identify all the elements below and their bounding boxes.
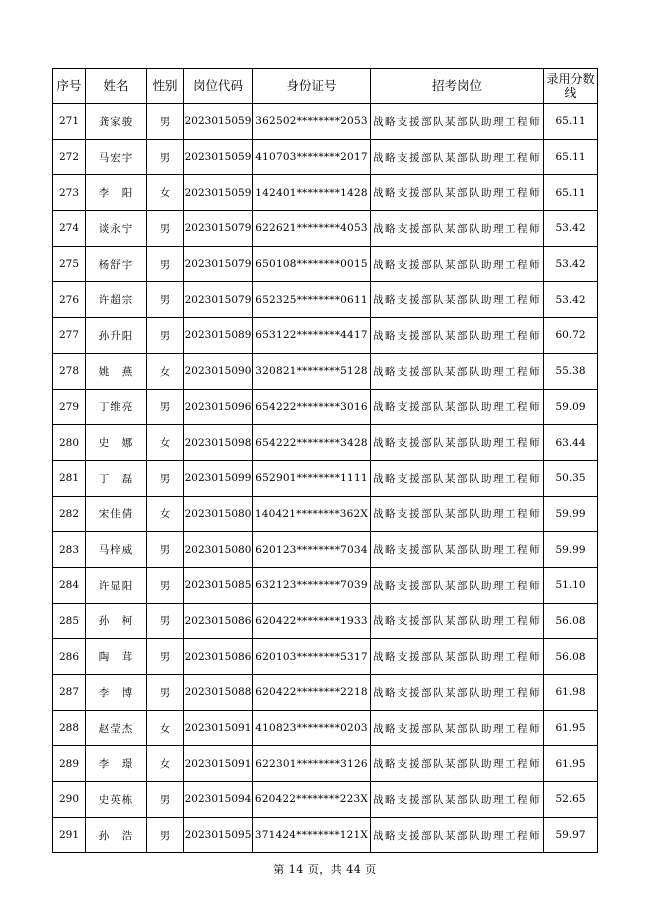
cell-score: 52.65: [544, 782, 598, 818]
cell-score: 63.44: [544, 425, 598, 461]
cell-position: 战略支援部队某部队助理工程师: [371, 139, 544, 175]
cell-post-code: 2023015086: [184, 639, 253, 675]
cell-name: 宋佳倩: [86, 496, 147, 532]
cell-no: 280: [53, 425, 86, 461]
table-row: [53, 318, 598, 354]
cell-name: 李 博: [86, 675, 147, 711]
cell-score: 61.98: [544, 675, 598, 711]
cell-no: 272: [53, 139, 86, 175]
cell-name: 龚家骏: [86, 104, 147, 140]
cell-gender: 男: [147, 246, 184, 282]
table-row: [53, 353, 598, 389]
cell-gender: 男: [147, 782, 184, 818]
cell-score: 59.09: [544, 389, 598, 425]
cell-position: 战略支援部队某部队助理工程师: [371, 782, 544, 818]
cell-position: 战略支援部队某部队助理工程师: [371, 567, 544, 603]
cell-gender: 男: [147, 603, 184, 639]
cell-no: 281: [53, 460, 86, 496]
cell-score: 59.99: [544, 532, 598, 568]
cell-post-code: 2023015094: [184, 782, 253, 818]
cell-post-code: 2023015090: [184, 353, 253, 389]
cell-no: 286: [53, 639, 86, 675]
cell-id-number: 142401********1428: [253, 175, 371, 211]
table-row: [53, 425, 598, 461]
cell-post-code: 2023015059: [184, 139, 253, 175]
cell-score: 53.42: [544, 211, 598, 247]
cell-id-number: 652901********1111: [253, 460, 371, 496]
page-footer: 第 14 页，共 44 页: [273, 863, 377, 876]
cell-id-number: 410703********2017: [253, 139, 371, 175]
cell-gender: 男: [147, 389, 184, 425]
table-row: [53, 246, 598, 282]
cell-no: 271: [53, 104, 86, 140]
table-row: [53, 139, 598, 175]
cell-id-number: 654222********3428: [253, 425, 371, 461]
col-header-name: 姓名: [86, 69, 147, 104]
cell-gender: 男: [147, 104, 184, 140]
cell-score: 61.95: [544, 746, 598, 782]
cell-score: 65.11: [544, 104, 598, 140]
cell-position: 战略支援部队某部队助理工程师: [371, 175, 544, 211]
cell-score: 56.08: [544, 639, 598, 675]
cell-score: 50.35: [544, 460, 598, 496]
cell-id-number: 653122********4417: [253, 318, 371, 354]
cell-name: 史 娜: [86, 425, 147, 461]
cell-score: 53.42: [544, 282, 598, 318]
cell-post-code: 2023015095: [184, 817, 253, 853]
cell-post-code: 2023015096: [184, 389, 253, 425]
cell-gender: 男: [147, 532, 184, 568]
col-header-no: 序号: [53, 69, 86, 104]
cell-gender: 女: [147, 353, 184, 389]
cell-no: 277: [53, 318, 86, 354]
table-row: [53, 746, 598, 782]
cell-id-number: 654222********3016: [253, 389, 371, 425]
cell-no: 275: [53, 246, 86, 282]
cell-name: 孙 浩: [86, 817, 147, 853]
cell-no: 279: [53, 389, 86, 425]
table-row: [53, 675, 598, 711]
table-row: [53, 104, 598, 140]
cell-score: 51.10: [544, 567, 598, 603]
cell-name: 李 阳: [86, 175, 147, 211]
cell-id-number: 622621********4053: [253, 211, 371, 247]
cell-no: 283: [53, 532, 86, 568]
cell-id-number: 620422********1933: [253, 603, 371, 639]
cell-gender: 男: [147, 817, 184, 853]
cell-position: 战略支援部队某部队助理工程师: [371, 496, 544, 532]
cell-name: 史英栋: [86, 782, 147, 818]
cell-gender: 男: [147, 139, 184, 175]
cell-name: 姚 燕: [86, 353, 147, 389]
cell-post-code: 2023015091: [184, 710, 253, 746]
cell-gender: 女: [147, 175, 184, 211]
cell-post-code: 2023015091: [184, 746, 253, 782]
cell-post-code: 2023015089: [184, 318, 253, 354]
cell-score: 60.72: [544, 318, 598, 354]
cell-position: 战略支援部队某部队助理工程师: [371, 211, 544, 247]
results-table-container: [52, 68, 597, 853]
col-header-post-code: 岗位代码: [184, 69, 253, 104]
cell-position: 战略支援部队某部队助理工程师: [371, 710, 544, 746]
cell-position: 战略支援部队某部队助理工程师: [371, 282, 544, 318]
table-row: [53, 603, 598, 639]
cell-name: 许显阳: [86, 567, 147, 603]
cell-position: 战略支援部队某部队助理工程师: [371, 246, 544, 282]
table-row: [53, 460, 598, 496]
cell-id-number: 632123********7039: [253, 567, 371, 603]
cell-score: 59.97: [544, 817, 598, 853]
cell-score: 65.11: [544, 139, 598, 175]
cell-gender: 男: [147, 211, 184, 247]
cell-name: 许超宗: [86, 282, 147, 318]
cell-no: 289: [53, 746, 86, 782]
cell-post-code: 2023015059: [184, 104, 253, 140]
table-row: [53, 567, 598, 603]
cell-post-code: 2023015098: [184, 425, 253, 461]
cell-post-code: 2023015080: [184, 532, 253, 568]
table-header-row: [53, 69, 598, 104]
cell-gender: 男: [147, 567, 184, 603]
cell-post-code: 2023015079: [184, 246, 253, 282]
cell-no: 291: [53, 817, 86, 853]
cell-id-number: 620422********2218: [253, 675, 371, 711]
table-row: [53, 211, 598, 247]
cell-position: 战略支援部队某部队助理工程师: [371, 532, 544, 568]
cell-id-number: 320821********5128: [253, 353, 371, 389]
table-row: [53, 532, 598, 568]
admission-table: [52, 68, 598, 853]
cell-id-number: 410823********0203: [253, 710, 371, 746]
table-row: [53, 389, 598, 425]
cell-id-number: 622301********3126: [253, 746, 371, 782]
cell-no: 276: [53, 282, 86, 318]
cell-position: 战略支援部队某部队助理工程师: [371, 639, 544, 675]
table-row: [53, 282, 598, 318]
cell-id-number: 620422********223X: [253, 782, 371, 818]
cell-no: 288: [53, 710, 86, 746]
cell-name: 杨舒宇: [86, 246, 147, 282]
cell-gender: 女: [147, 710, 184, 746]
cell-position: 战略支援部队某部队助理工程师: [371, 318, 544, 354]
table-row: [53, 175, 598, 211]
cell-gender: 男: [147, 639, 184, 675]
cell-position: 战略支援部队某部队助理工程师: [371, 603, 544, 639]
cell-post-code: 2023015079: [184, 211, 253, 247]
cell-no: 284: [53, 567, 86, 603]
cell-name: 陶 茸: [86, 639, 147, 675]
cell-name: 马宏宇: [86, 139, 147, 175]
cell-gender: 女: [147, 425, 184, 461]
table-row: [53, 496, 598, 532]
cell-id-number: 652325********0611: [253, 282, 371, 318]
cell-post-code: 2023015086: [184, 603, 253, 639]
cell-gender: 男: [147, 675, 184, 711]
cell-no: 274: [53, 211, 86, 247]
col-header-id-number: 身份证号: [253, 69, 371, 104]
cell-position: 战略支援部队某部队助理工程师: [371, 389, 544, 425]
cell-score: 61.95: [544, 710, 598, 746]
cell-score: 65.11: [544, 175, 598, 211]
col-header-gender: 性别: [147, 69, 184, 104]
cell-name: 马梓威: [86, 532, 147, 568]
table-row: [53, 782, 598, 818]
cell-position: 战略支援部队某部队助理工程师: [371, 817, 544, 853]
cell-post-code: 2023015099: [184, 460, 253, 496]
cell-name: 丁 磊: [86, 460, 147, 496]
table-row: [53, 817, 598, 853]
cell-position: 战略支援部队某部队助理工程师: [371, 425, 544, 461]
cell-gender: 男: [147, 282, 184, 318]
cell-id-number: 620123********7034: [253, 532, 371, 568]
cell-id-number: 650108********0015: [253, 246, 371, 282]
cell-gender: 女: [147, 496, 184, 532]
cell-id-number: 620103********5317: [253, 639, 371, 675]
cell-score: 55.38: [544, 353, 598, 389]
cell-position: 战略支援部队某部队助理工程师: [371, 353, 544, 389]
cell-no: 282: [53, 496, 86, 532]
cell-position: 战略支援部队某部队助理工程师: [371, 104, 544, 140]
cell-score: 56.08: [544, 603, 598, 639]
cell-post-code: 2023015079: [184, 282, 253, 318]
cell-no: 278: [53, 353, 86, 389]
cell-name: 丁维亮: [86, 389, 147, 425]
cell-no: 273: [53, 175, 86, 211]
cell-id-number: 140421********362X: [253, 496, 371, 532]
cell-gender: 男: [147, 460, 184, 496]
table-body: [53, 104, 598, 853]
cell-score: 59.99: [544, 496, 598, 532]
cell-name: 孙升阳: [86, 318, 147, 354]
cell-name: 孙 柯: [86, 603, 147, 639]
col-header-score: 录用分数线: [544, 69, 598, 104]
cell-gender: 男: [147, 318, 184, 354]
cell-gender: 女: [147, 746, 184, 782]
cell-id-number: 371424********121X: [253, 817, 371, 853]
cell-id-number: 362502********2053: [253, 104, 371, 140]
table-row: [53, 639, 598, 675]
col-header-position: 招考岗位: [371, 69, 544, 104]
cell-post-code: 2023015085: [184, 567, 253, 603]
cell-name: 谈永宁: [86, 211, 147, 247]
cell-no: 290: [53, 782, 86, 818]
cell-position: 战略支援部队某部队助理工程师: [371, 460, 544, 496]
cell-no: 287: [53, 675, 86, 711]
cell-post-code: 2023015059: [184, 175, 253, 211]
cell-name: 李 璟: [86, 746, 147, 782]
cell-post-code: 2023015088: [184, 675, 253, 711]
cell-score: 53.42: [544, 246, 598, 282]
cell-post-code: 2023015080: [184, 496, 253, 532]
cell-position: 战略支援部队某部队助理工程师: [371, 675, 544, 711]
cell-position: 战略支援部队某部队助理工程师: [371, 746, 544, 782]
cell-name: 赵莹杰: [86, 710, 147, 746]
cell-no: 285: [53, 603, 86, 639]
table-row: [53, 710, 598, 746]
